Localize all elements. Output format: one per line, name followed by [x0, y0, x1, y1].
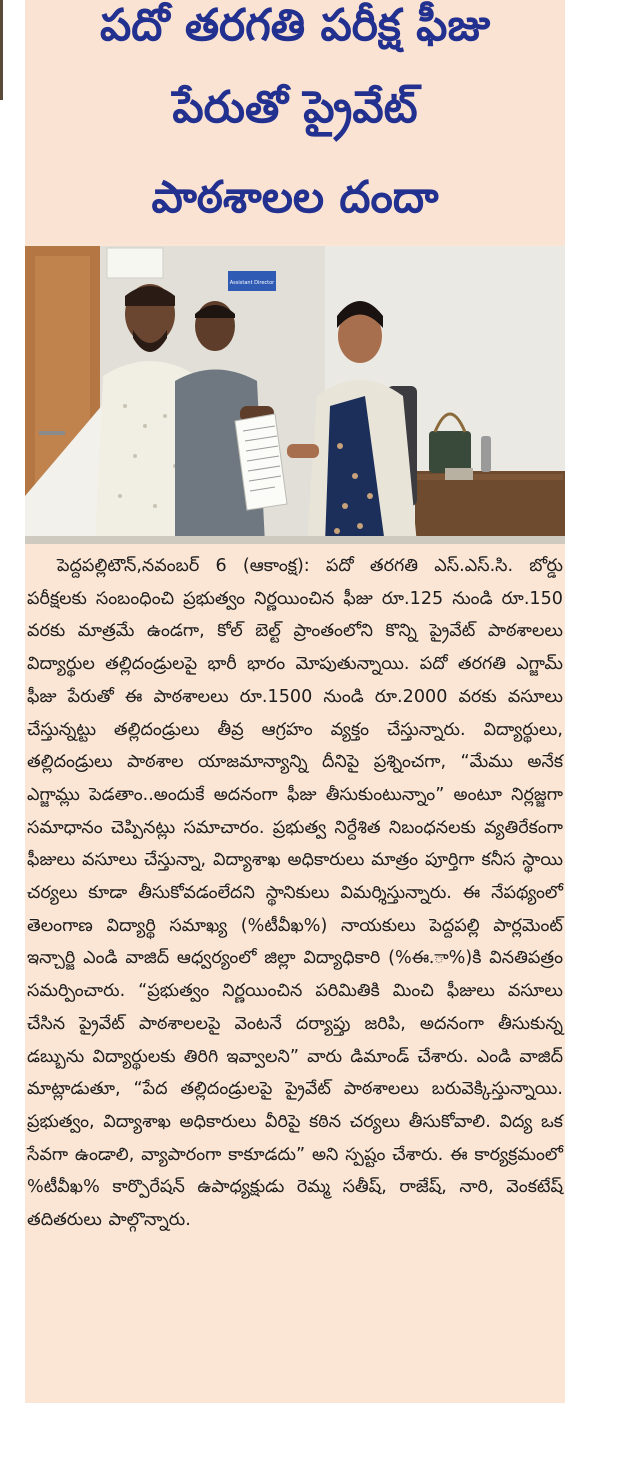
- headline-line-3: పాఠశాలల దందా: [151, 172, 439, 223]
- article-body: [25, 550, 565, 1400]
- photo-illustration: [25, 246, 565, 544]
- headline-line-2: పేరుతో ప్రైవేట్: [172, 82, 418, 133]
- news-clipping: [25, 0, 565, 1403]
- headline-line-1: పదో తరగతి పరీక్ష ఫీజు: [99, 0, 491, 51]
- headline-block: [25, 0, 565, 244]
- page-edge-mark: [0, 0, 3, 100]
- door-sign-text: Assistant Director: [229, 280, 275, 286]
- news-photo: [25, 246, 565, 544]
- article-paragraph: పెద్దపల్లిటౌన్,నవంబర్ 6 (ఆకాంక్ష): పదో తరగతి ఎస్.ఎస్.సి. బోర్డు పరీక్షలకు సంబంధించి ప్రభుత్వం నిర్ణయించిన ఫీజు రూ.125 నుండి రూ.150 వరకు మాత్రమే ఉండగా, కోల్ బెల్ట్ ప్రాంతంలోని కొన్ని ప్రైవేట్ పాఠశాలలు విద్యార్థుల తల్లిదండ్రులపై భారీ భారం మోపుతున్నాయి. పదో తరగతి ఎగ్జామ్ ఫీజు పేరుతో ఈ పాఠశాలలు రూ.1500 నుండి రూ.2000 వరకు వసూలు చేస్తున్నట్టు తల్లిదండ్రులు తీవ్ర ఆగ్రహం వ్యక్తం చేస్తున్నారు. విద్యార్థులు, తల్లిదండ్రులు పాఠశాల యాజమాన్యాన్ని దీనిపై ప్రశ్నించగా, “మేము అనేక ఎగ్జామ్లు పెడతాం..అందుకే అదనంగా ఫీజు తీసుకుంటున్నాం” అంటూ నిర్లజ్జగా సమాధానం చెప్పినట్లు సమాచారం. ప్రభుత్వ నిర్దేశిత నిబంధనలకు వ్యతిరేకంగా ఫీజులు వసూలు చేస్తున్నా, విద్యాశాఖ అధికారులు మాత్రం పూర్తిగా కనీస స్థాయి చర్యలు కూడా తీసుకోవడంలేదని స్థానికులు విమర్శిస్తున్నారు. ఈ నేపథ్యంలో తెలంగాణ విద్యార్థి సమాఖ్య (%టీవీఖ%) నాయకులు పెద్దపల్లి పార్లమెంట్ ఇన్చార్జి ఎండి వాజిద్ ఆధ్వర్యంలో జిల్లా విద్యాధికారి (%ఈ.ా%)కి వినతిపత్రం సమర్పించారు. “ప్రభుత్వం నిర్ణయించిన పరిమితికి మించి ఫీజులు వసూలు చేసిన ప్రైవేట్ పాఠశాలలపై వెంటనే దర్యాప్తు జరిపి, అదనంగా తీసుకున్న డబ్బును విద్యార్థులకు తిరిగి ఇవ్వాలని” వారు డిమాండ్ చేశారు. ఎండి వాజిద్ మాట్లాడుతూ, “పేద తల్లిదండ్రులపై ప్రైవేట్ పాఠశాలలు బరువెక్కిస్తున్నాయి. ప్రభుత్వం, విద్యాశాఖ అధికారులు వీరిపై కఠిన చర్యలు తీసుకోవాలి. విద్య ఒక సేవగా ఉండాలి, వ్యాపారంగా కాకూడదు” అని స్పష్టం చేశారు. ఈ కార్యక్రమంలో %టీవీఖ% కార్పొరేషన్ ఉపాధ్యక్షుడు రెమ్మ సతీష్, రాజేష్, నారి, వెంకటేష్ తదితరులు పాల్గొన్నారు.: [27, 556, 563, 1231]
